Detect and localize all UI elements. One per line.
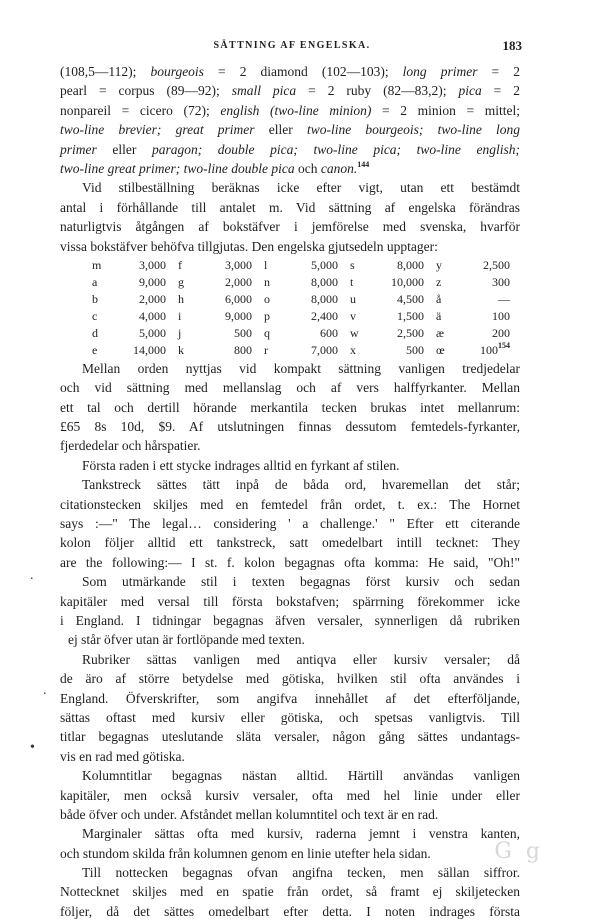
letter-cell: g (177, 274, 184, 289)
italic-term: long primer (402, 64, 478, 79)
count-cell: $100^{154}$ (480, 340, 510, 357)
letter-cell: f (177, 257, 182, 272)
letter-cell: i (177, 308, 182, 323)
text-run: kapitäler, men också kursiv versaler, ofta med hel linie under eller (60, 787, 520, 803)
scan-watermark-logo: G g (494, 839, 540, 864)
text-run: vis en rad med götiska. (60, 748, 185, 764)
letter-cell: m (92, 257, 102, 272)
text-line (60, 708, 520, 727)
text-run: nonpareil = cicero (72); (60, 102, 221, 118)
text-line (60, 159, 520, 178)
text-run: Marginaler sättas ofta med kursiv, raderna jemnt i venstra kanten, (82, 826, 520, 842)
text-line (60, 475, 520, 494)
text-run: Nottecknet skiljes med en spatie från ordet, så framt ej skiljetecken (60, 884, 520, 900)
text-run: are the following:— I st. f. kolon begagnas ofta komma: He said, "Oh!" (60, 554, 520, 570)
text-run: Som utmärkande stil i texten begagnas först kursiv och sedan (82, 574, 520, 590)
footnote-ref: 154 (498, 340, 510, 350)
count-cell: 8,000 (396, 257, 424, 272)
count-cell: 4,500 (396, 291, 424, 306)
text-line (60, 824, 520, 843)
text-line (60, 198, 520, 217)
count-cell: 5,000 (310, 257, 338, 272)
text-run: = 2 diamond (102—103); (203, 64, 403, 79)
text-run: Kolumntitlar begagnas nästan alltid. Härtill användas vanligen (82, 768, 520, 784)
text-run: says :—" The legal… considering ' a challenge.' " Efter ett citerande (60, 516, 520, 532)
letter-cell: l (263, 257, 268, 272)
text-line (60, 611, 520, 630)
text-run: och (294, 160, 321, 176)
margin-speck: • (30, 740, 35, 755)
text-line (60, 533, 520, 552)
text-line (60, 140, 520, 159)
letter-cell: p (263, 308, 270, 323)
text-run: titlar begagnas uteslutande släta versaler, någon gång sättes undantags- (60, 729, 520, 745)
text-run: antal i förhållande till antalet m. Vid sättning af engelska förändras (60, 199, 520, 215)
letter-cell: ä (435, 308, 442, 323)
running-title: SÄTTNING AF ENGELSKA. (213, 40, 371, 51)
text-run: = 2 minion = mittel; (371, 102, 521, 118)
text-line (60, 844, 520, 863)
text-run: i England. I tidningar begagnas äfven versaler, synnerligen då rubriken (60, 612, 520, 628)
text-line (60, 514, 520, 533)
text-line (60, 120, 520, 139)
footnote-ref: 144 (357, 159, 370, 169)
italic-term: two-line bourgeois; two-line long (306, 122, 521, 138)
table-row (92, 257, 522, 274)
text-line (60, 805, 520, 824)
count-cell: 7,000 (310, 342, 338, 357)
text-line (60, 630, 520, 649)
text-line (60, 359, 520, 378)
text-line (60, 863, 520, 882)
text-line (60, 592, 520, 611)
letter-cell: k (177, 342, 184, 357)
text-run: de äro af större betydelse med götiska, hvilken stil ofta användes i (60, 671, 520, 687)
count-cell: 2,500 (483, 257, 510, 272)
text-run: och stundom skilda från kolumnen genom en linie utefter hela sidan. (60, 845, 431, 861)
text-line (60, 178, 520, 197)
count-cell: 4,000 (138, 308, 166, 323)
text-run: eller (254, 122, 307, 138)
text-run: ej står öfver utan är fortlöpande med texten. (68, 632, 305, 648)
count-cell: 8,000 (310, 291, 338, 306)
italic-term: pica (458, 83, 482, 99)
text-line (60, 727, 520, 746)
text-run: fjerdedelar och hårspatier. (60, 438, 201, 454)
text-run: kolon följer alltid ett tankstreck, satt omedelbart intill tecknet: They (60, 535, 520, 551)
letter-cell: c (92, 308, 98, 323)
letter-cell: y (435, 257, 442, 272)
text-line (60, 237, 520, 256)
count-cell: 5,000 (138, 325, 166, 340)
margin-speck: . (30, 568, 34, 583)
text-line (60, 572, 520, 591)
count-cell: 1,500 (396, 308, 424, 323)
letter-cell: u (349, 291, 356, 306)
italic-term: canon. (320, 160, 358, 176)
count-cell: 800 (233, 342, 252, 357)
text-line (60, 747, 520, 766)
text-run: = 2 (481, 83, 520, 99)
letter-cell: h (177, 291, 184, 306)
letter-cell: s (349, 257, 355, 272)
letter-cell: a (92, 274, 98, 289)
letter-cell: æ (435, 325, 444, 340)
count-cell: 500 (233, 325, 252, 340)
letter-cell: e (92, 342, 98, 357)
page-header (62, 38, 522, 54)
table-row (92, 274, 522, 291)
letter-cell: t (349, 274, 354, 289)
count-cell: 10,000 (390, 274, 424, 289)
count-cell: 9,000 (138, 274, 166, 289)
italic-term: primer (60, 141, 97, 157)
letter-cell: d (92, 325, 98, 340)
text-run: £65 8s 10d, $9. Af utslutningen finnas dessutom femtedels-fyrkanter, (60, 419, 520, 435)
count-cell: 6,000 (224, 291, 252, 306)
text-line (60, 217, 520, 236)
table-row (92, 308, 522, 325)
italic-term: bourgeois (150, 64, 204, 79)
text-run: ett tal och dertill hörande merkantila tecken brukas intet mellanrum: (60, 399, 520, 415)
letter-cell: j (177, 325, 182, 340)
body-text (60, 62, 520, 921)
text-run: citationstecken skiljes med en femtedel från ordet, t. ex.: The Hornet (60, 496, 520, 512)
text-run: vissa bokstäfver behöfva tillgjutas. Den engelska gjutsedeln upptager: (60, 238, 438, 254)
letter-cell: x (349, 342, 356, 357)
text-run: Vid stilbeställning beräknas icke efter vigt, utan ett bestämdt (82, 180, 520, 196)
italic-term: two-line great primer; two-line double pica (60, 160, 295, 176)
paragraph-block-bottom (60, 359, 520, 921)
text-run: eller (96, 141, 152, 157)
text-line (60, 81, 520, 100)
text-line (60, 553, 520, 572)
text-run: naturligtvis åtgången af bokstäfver i jemförelse med svenska, hvarför (60, 219, 520, 235)
count-cell: 9,000 (224, 308, 252, 323)
text-run: (108,5—112); (60, 64, 151, 79)
margin-speck: . (43, 683, 47, 698)
letter-cell: r (263, 342, 268, 357)
text-run: kapitäler med versal till första bokstafven; spärrning förekommer icke (60, 593, 520, 609)
italic-term: two-line brevier; great primer (60, 122, 255, 138)
letter-cell: q (263, 325, 270, 340)
type-casting-table (92, 257, 522, 359)
text-run: Mellan orden nyttjas vid kompakt sättning vanligen tredjedelar (82, 360, 520, 376)
italic-term: paragon; double pica; two-line pica; two-line english; (151, 141, 520, 157)
text-line (60, 495, 520, 514)
text-line (60, 398, 520, 417)
count-cell: 500 (405, 342, 424, 357)
text-line (60, 378, 520, 397)
text-run: = 2 (477, 64, 520, 79)
letter-cell: n (263, 274, 270, 289)
text-line (60, 417, 520, 436)
table-row (92, 342, 522, 359)
text-line (60, 62, 520, 81)
count-cell: 8,000 (310, 274, 338, 289)
count-cell: 3,000 (224, 257, 252, 272)
italic-term: small pica (231, 83, 297, 99)
text-line (60, 436, 520, 455)
text-run: Första raden i ett stycke indrages alltid en fyrkant af stilen. (82, 457, 400, 473)
text-run: England. Öfverskrifter, som angifva innehållet af det efterföljande, (60, 690, 520, 706)
text-run: pearl = corpus (89—92); (60, 83, 232, 99)
count-cell: 2,400 (310, 308, 338, 323)
text-run: och vid sättning med mellanslag och af vers halffyrkanter. Mellan (60, 380, 520, 396)
count-cell: 2,000 (224, 274, 252, 289)
letter-cell: w (349, 325, 359, 340)
text-run: Tankstreck sättes tätt inpå de båda ord, hvaremellan det står; (82, 477, 520, 493)
count-cell: 200 (492, 325, 510, 340)
text-run: följer, då det sättes omedelbart efter detta. I noten indrages första (60, 903, 520, 919)
count-cell: 2,000 (138, 291, 166, 306)
count-cell: 300 (492, 274, 510, 289)
text-run: både öfver och under. Afståndet mellan kolumntitel och text är en rad. (60, 806, 439, 822)
letter-cell: å (435, 291, 442, 306)
count-cell: 2,500 (396, 325, 424, 340)
letter-cell: o (263, 291, 270, 306)
text-line (60, 786, 520, 805)
count-cell: — (498, 291, 510, 306)
table-row (92, 291, 522, 308)
text-run: Till nottecken begagnas ofvan angifna tecken, men sällan siffror. (82, 865, 520, 881)
paragraph-block-top (60, 62, 520, 256)
text-line (60, 882, 520, 901)
page-number: 183 (502, 38, 522, 53)
text-line (60, 902, 520, 921)
text-run: = 2 ruby (82—83,2); (296, 83, 459, 99)
text-run: sättas oftast med kursiv eller götiska, och spetsas vanligtvis. Till (60, 709, 520, 725)
text-line (60, 669, 520, 688)
text-line (60, 766, 520, 785)
text-line (60, 689, 520, 708)
text-run: Rubriker sättas vanligen med antiqva eller kursiv versaler; då (82, 651, 520, 667)
letter-cell: œ (435, 342, 445, 357)
letter-cell: z (435, 274, 442, 289)
italic-term: english (two-line minion) (220, 102, 372, 118)
count-cell: 600 (319, 325, 338, 340)
count-cell: 100 (492, 308, 510, 323)
count-cell: 14,000 (132, 342, 166, 357)
text-line (60, 650, 520, 669)
text-line (60, 101, 520, 120)
table-row (92, 325, 522, 342)
letter-cell: b (92, 291, 98, 306)
letter-cell: v (349, 308, 356, 323)
count-cell: 3,000 (138, 257, 166, 272)
text-line (60, 456, 520, 475)
